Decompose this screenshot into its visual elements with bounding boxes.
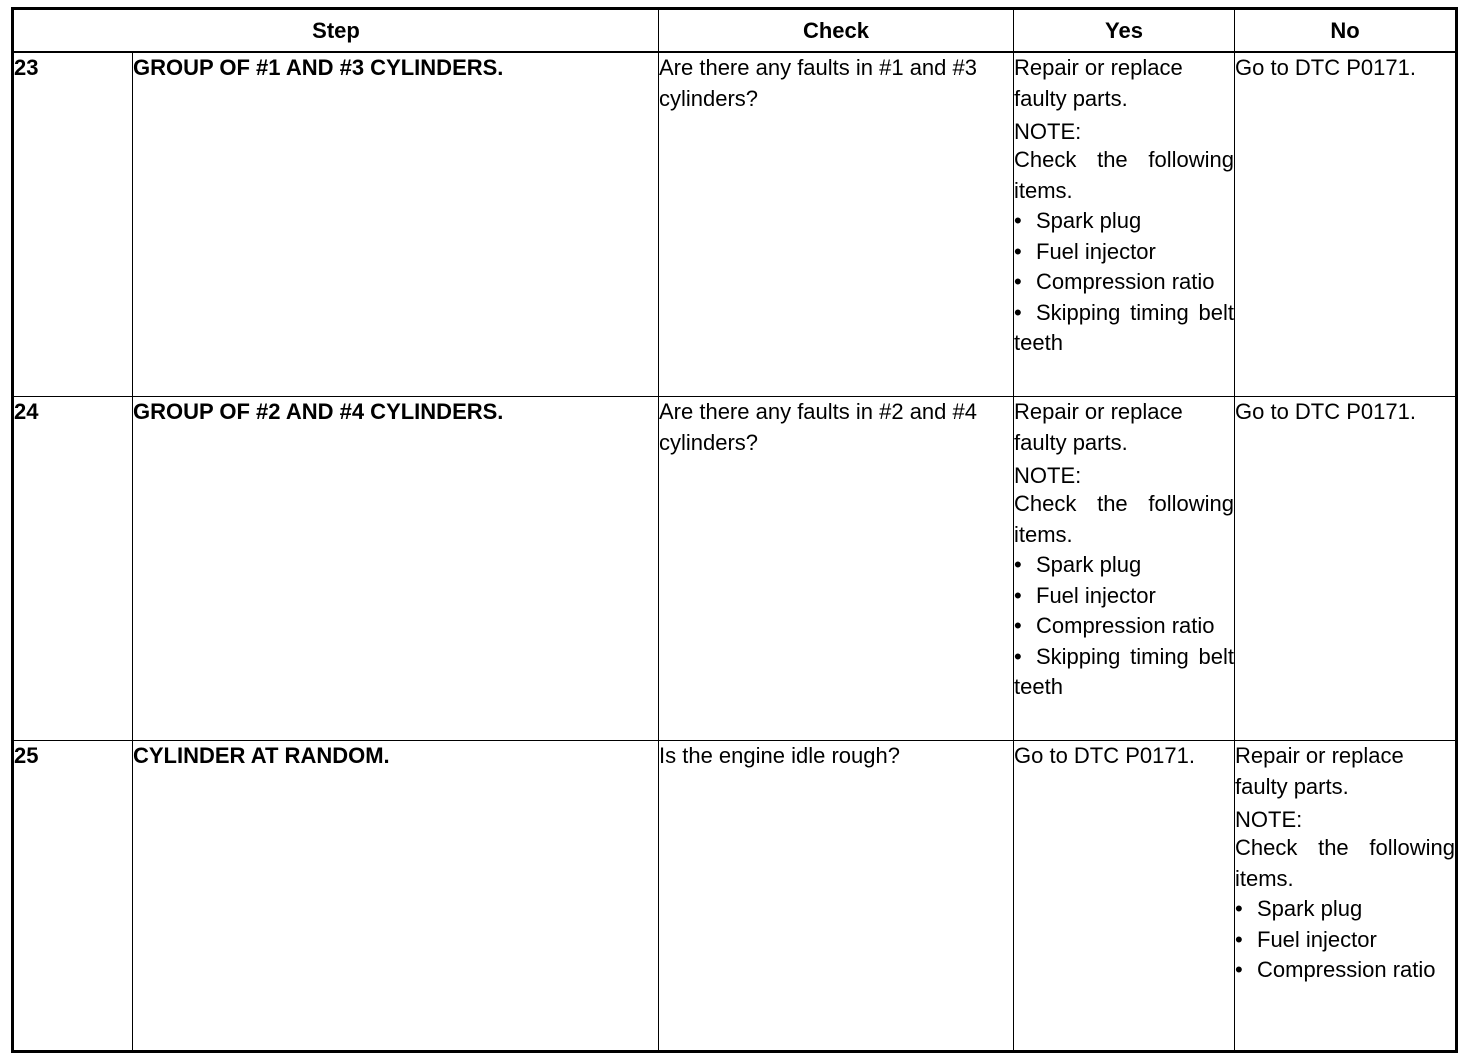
check-text: Are there any faults in #2 and #4 cylinders? [659,399,977,455]
step-title: GROUP OF #1 AND #3 CYLINDERS. [133,52,659,397]
yes-text: Repair or replace faulty parts. [1014,399,1183,455]
check-text: Are there any faults in #1 and #3 cylinders? [659,55,977,111]
bullet-icon: • [1235,957,1243,982]
no-text: Go to DTC P0171. [1235,399,1416,424]
no-cell [1235,52,1457,397]
list-item: • Fuel injector [1014,237,1234,268]
bullet-icon: • [1014,643,1022,669]
list-item: • Spark plug [1014,206,1234,237]
bullet-icon: • [1235,896,1243,921]
table-header-row [13,9,1457,53]
check-items-list [1014,206,1234,359]
no-text: Go to DTC P0171. [1235,55,1416,80]
note-text: Check the following items. [1235,835,1455,891]
check-items-list [1014,550,1234,703]
bullet-icon: • [1014,269,1022,294]
check-cell [659,741,1014,1052]
no-text: Repair or replace faulty parts. [1235,743,1404,799]
note-label: NOTE: [1014,119,1082,144]
step-title: CYLINDER AT RANDOM. [133,741,659,1052]
list-item: • Fuel injector [1235,925,1455,956]
bullet-icon: • [1235,926,1243,952]
note-text: Check the following items. [1014,147,1234,203]
check-cell [659,52,1014,397]
note-text: Check the following items. [1014,491,1234,547]
bullet-icon: • [1014,238,1022,264]
no-cell [1235,741,1457,1052]
header-check: Check [659,9,1014,53]
yes-cell [1014,52,1235,397]
yes-cell [1014,741,1235,1052]
diagnostic-table [11,7,1458,1053]
header-yes: Yes [1014,9,1235,53]
bullet-icon: • [1014,552,1022,577]
check-cell [659,397,1014,741]
header-no: No [1235,9,1457,53]
header-step: Step [13,9,659,53]
table-row [13,741,1457,1052]
list-item: • Fuel injector [1014,581,1234,612]
check-text: Is the engine idle rough? [659,743,900,768]
list-item: • Compression ratio [1014,611,1234,642]
note-label: NOTE: [1235,807,1303,832]
yes-text: Go to DTC P0171. [1014,743,1195,768]
bullet-icon: • [1014,613,1022,638]
list-item: • Compression ratio [1235,955,1455,986]
step-number: 25 [13,741,133,1052]
table-row [13,52,1457,397]
list-item: • Spark plug [1235,894,1455,925]
no-cell [1235,397,1457,741]
bullet-icon: • [1014,299,1022,325]
step-title: GROUP OF #2 AND #4 CYLINDERS. [133,397,659,741]
step-number: 24 [13,397,133,741]
list-item: • Skipping timing belt teeth [1014,299,1234,355]
step-number: 23 [13,52,133,397]
list-item: • Spark plug [1014,550,1234,581]
note-label: NOTE: [1014,463,1082,488]
bullet-icon: • [1014,208,1022,233]
bullet-icon: • [1014,582,1022,608]
table-row [13,397,1457,741]
check-items-list [1235,894,1455,986]
list-item: • Skipping timing belt teeth [1014,643,1234,699]
list-item: • Compression ratio [1014,267,1234,298]
yes-text: Repair or replace faulty parts. [1014,55,1183,111]
yes-cell [1014,397,1235,741]
